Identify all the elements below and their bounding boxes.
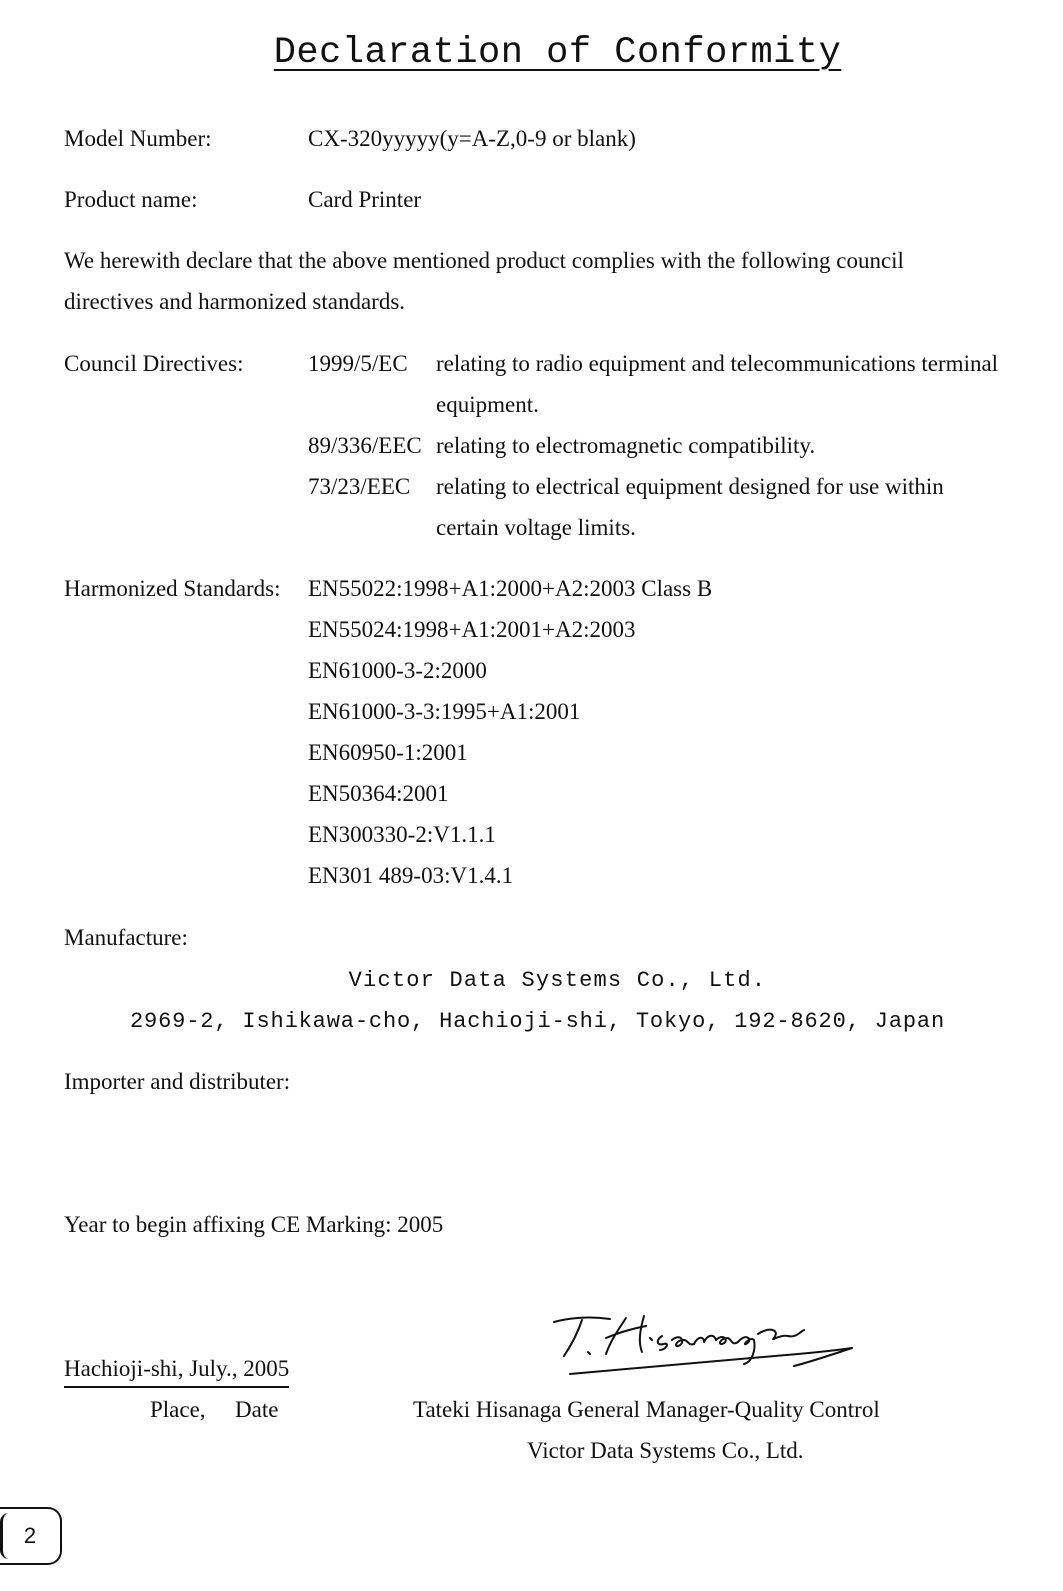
directive-description: relating to radio equipment and telecommunications terminal	[436, 351, 999, 376]
standard-item: EN61000-3-3:1995+A1:2001	[308, 699, 581, 724]
directive-description: relating to electrical equipment designed for use within	[436, 474, 944, 499]
directive-code: 1999/5/EC	[308, 351, 408, 376]
importer-label: Importer and distributer:	[64, 1069, 291, 1094]
signatory-company: Victor Data Systems Co., Ltd.	[527, 1438, 804, 1463]
council-directives-label: Council Directives:	[64, 351, 244, 376]
model-number-label: Model Number:	[64, 126, 212, 151]
handwritten-signature	[548, 1310, 858, 1390]
declaration-statement-line-2: directives and harmonized standards.	[64, 289, 406, 314]
directive-description-continued: equipment.	[436, 392, 539, 417]
model-number-value: CX-320yyyyy(y=A-Z,0-9 or blank)	[308, 126, 636, 151]
standard-item: EN50364:2001	[308, 781, 449, 806]
directive-description: relating to electromagnetic compatibility.	[436, 433, 816, 458]
page-title: Declaration of Conformity	[273, 32, 842, 74]
declaration-statement-line-1: We herewith declare that the above mentioned product complies with the following council	[64, 248, 904, 273]
standard-item: EN61000-3-2:2000	[308, 658, 487, 683]
place-caption: Place,	[150, 1397, 206, 1422]
harmonized-standards-label: Harmonized Standards:	[64, 576, 281, 601]
ce-marking-year: Year to begin affixing CE Marking: 2005	[64, 1212, 444, 1237]
standard-item: EN60950-1:2001	[308, 740, 468, 765]
standard-item: EN55024:1998+A1:2001+A2:2003	[308, 617, 636, 642]
manufacture-label: Manufacture:	[64, 925, 188, 950]
directive-code: 89/336/EEC	[308, 433, 422, 458]
standard-item: EN55022:1998+A1:2000+A2:2003 Class B	[308, 576, 713, 601]
signatory-name-title: Tateki Hisanaga General Manager-Quality Control	[413, 1397, 880, 1422]
product-name-label: Product name:	[64, 187, 198, 212]
manufacturer-company: Victor Data Systems Co., Ltd.	[348, 968, 767, 993]
directive-code: 73/23/EEC	[308, 474, 411, 499]
manufacturer-address: 2969-2, Ishikawa-cho, Hachioji-shi, Tokyo, 192-8620, Japan	[130, 1009, 946, 1034]
standard-item: EN300330-2:V1.1.1	[308, 822, 496, 847]
place-date-value: Hachioji-shi, July., 2005	[64, 1355, 289, 1388]
date-caption: Date	[235, 1397, 279, 1422]
standard-item: EN301 489-03:V1.4.1	[308, 863, 514, 888]
page-number: 2	[0, 1507, 62, 1565]
product-name-value: Card Printer	[308, 187, 422, 212]
directive-description-continued: certain voltage limits.	[436, 515, 636, 540]
